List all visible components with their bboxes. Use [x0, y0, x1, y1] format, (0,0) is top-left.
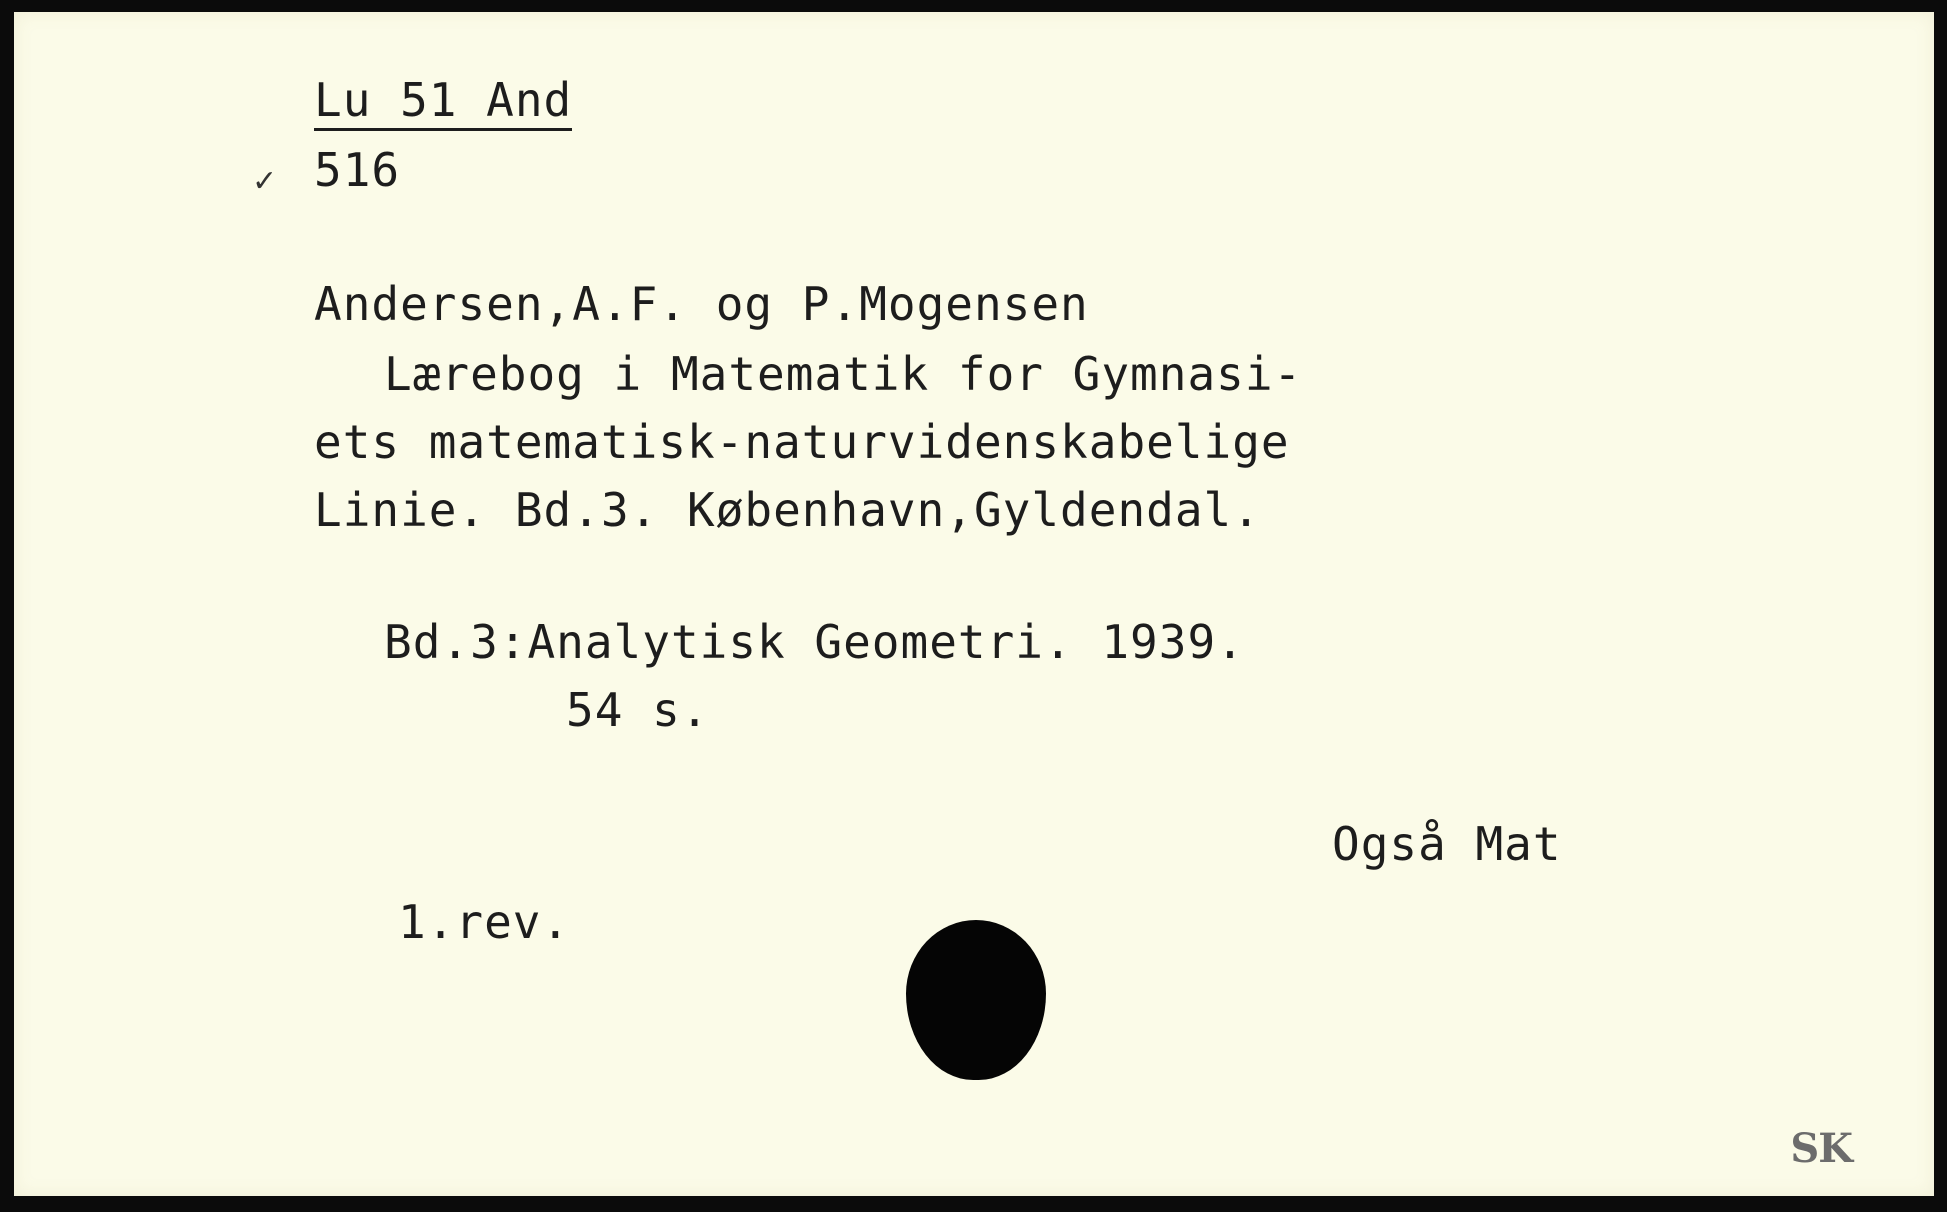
- volume-line: Bd.3:Analytisk Geometri. 1939.: [384, 615, 1245, 669]
- author-line: Andersen,A.F. og P.Mogensen: [314, 277, 1089, 331]
- title-line-3: Linie. Bd.3. København,Gyldendal.: [314, 483, 1261, 537]
- punch-hole: [906, 920, 1046, 1080]
- see-also-note: Også Mat: [1332, 817, 1562, 871]
- shelf-number: 516: [314, 143, 401, 197]
- pages-line: 54 s.: [566, 683, 710, 737]
- stamp-initials: SK: [1790, 1125, 1852, 1172]
- check-mark-icon: ✓: [252, 164, 278, 199]
- title-line-1: Lærebog i Matematik for Gymnasi-: [384, 347, 1303, 401]
- revision-note: 1.rev.: [398, 895, 571, 949]
- title-line-2: ets matematisk-naturvidenskabelige: [314, 415, 1290, 469]
- shelf-mark: Lu 51 And: [314, 74, 572, 131]
- catalog-card: [14, 12, 1934, 1196]
